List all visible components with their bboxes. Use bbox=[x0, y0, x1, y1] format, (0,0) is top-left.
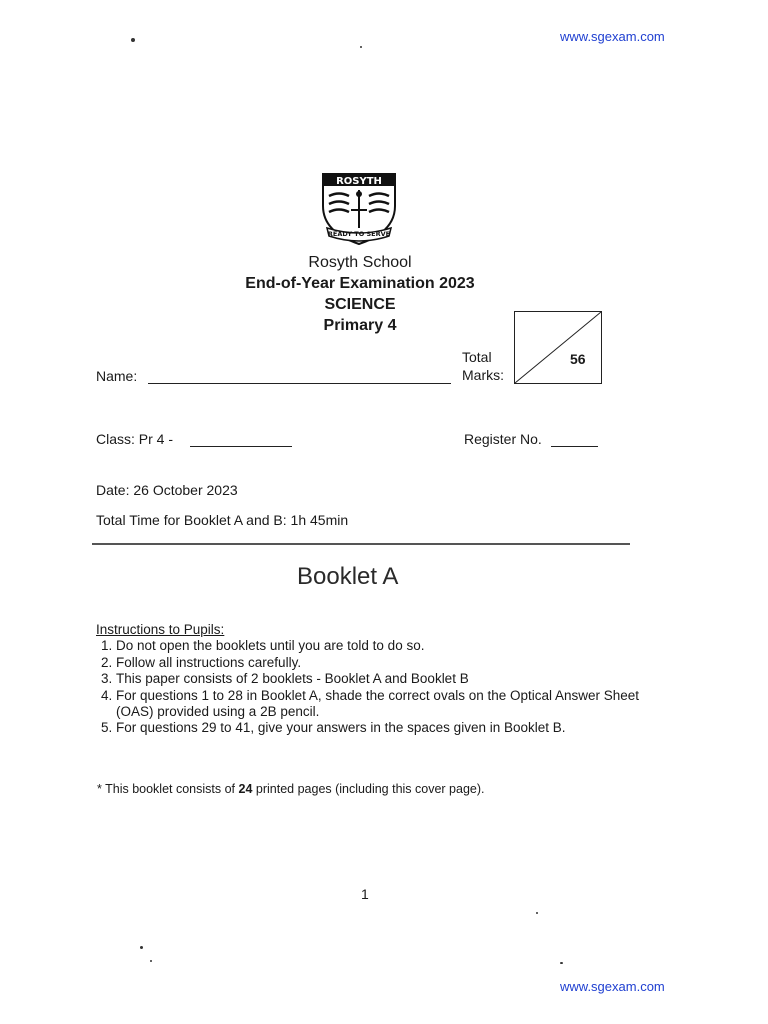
scan-speck bbox=[536, 912, 538, 914]
crest-banner-text: ROSYTH bbox=[336, 176, 382, 187]
website-link-top[interactable]: www.sgexam.com bbox=[560, 29, 665, 44]
class-field[interactable] bbox=[190, 446, 292, 447]
booklet-page-note bbox=[97, 782, 485, 796]
name-label: Name: bbox=[96, 368, 138, 384]
exam-date: Date: 26 October 2023 bbox=[96, 482, 238, 498]
scan-speck bbox=[560, 962, 563, 964]
instructions bbox=[96, 622, 656, 737]
note-suffix: printed pages (including this cover page). bbox=[252, 782, 485, 796]
crest-motto-text: READY TO SERVE bbox=[327, 230, 391, 238]
website-link-bottom[interactable]: www.sgexam.com bbox=[560, 979, 665, 994]
note-page-count: 24 bbox=[238, 782, 253, 796]
instruction-item: 1. Do not open the booklets until you are told to do so. bbox=[116, 638, 656, 654]
exam-name: End-of-Year Examination 2023 bbox=[245, 275, 475, 292]
level-name: Primary 4 bbox=[323, 317, 397, 334]
scan-speck bbox=[140, 946, 143, 949]
scan-speck bbox=[360, 46, 362, 48]
register-label: Register No. bbox=[464, 431, 542, 447]
instructions-list bbox=[96, 638, 656, 736]
exam-duration: Total Time for Booklet A and B: 1h 45min bbox=[96, 512, 349, 528]
school-name: Rosyth School bbox=[308, 254, 412, 271]
instructions-heading: Instructions to Pupils: bbox=[96, 622, 225, 637]
subject-name: SCIENCE bbox=[324, 296, 396, 313]
class-label: Class: Pr 4 - bbox=[96, 431, 174, 447]
instruction-item: 2. Follow all instructions carefully. bbox=[116, 655, 656, 671]
instruction-item: 4. For questions 1 to 28 in Booklet A, shade the correct ovals on the Optical Answer Sheet (OAS) provided using a 2B pencil. bbox=[116, 688, 656, 721]
divider bbox=[92, 543, 630, 545]
marks-label: Marks: bbox=[462, 367, 504, 383]
booklet-title: Booklet A bbox=[297, 563, 399, 590]
instruction-item: 3. This paper consists of 2 booklets - Booklet A and Booklet B bbox=[116, 671, 656, 687]
scan-speck bbox=[131, 38, 135, 42]
scan-speck bbox=[150, 960, 152, 962]
school-crest bbox=[313, 166, 405, 248]
name-field[interactable] bbox=[148, 383, 451, 384]
register-field[interactable] bbox=[551, 446, 598, 447]
note-prefix: * This booklet consists of bbox=[97, 782, 239, 796]
total-marks-value: 56 bbox=[570, 351, 586, 367]
page-number: 1 bbox=[361, 886, 369, 902]
total-label: Total bbox=[462, 349, 492, 365]
title-block bbox=[200, 252, 520, 336]
instruction-item: 5. For questions 29 to 41, give your answers in the spaces given in Booklet B. bbox=[116, 720, 656, 736]
marks-diagonal bbox=[515, 312, 601, 383]
total-marks-box bbox=[514, 311, 602, 384]
